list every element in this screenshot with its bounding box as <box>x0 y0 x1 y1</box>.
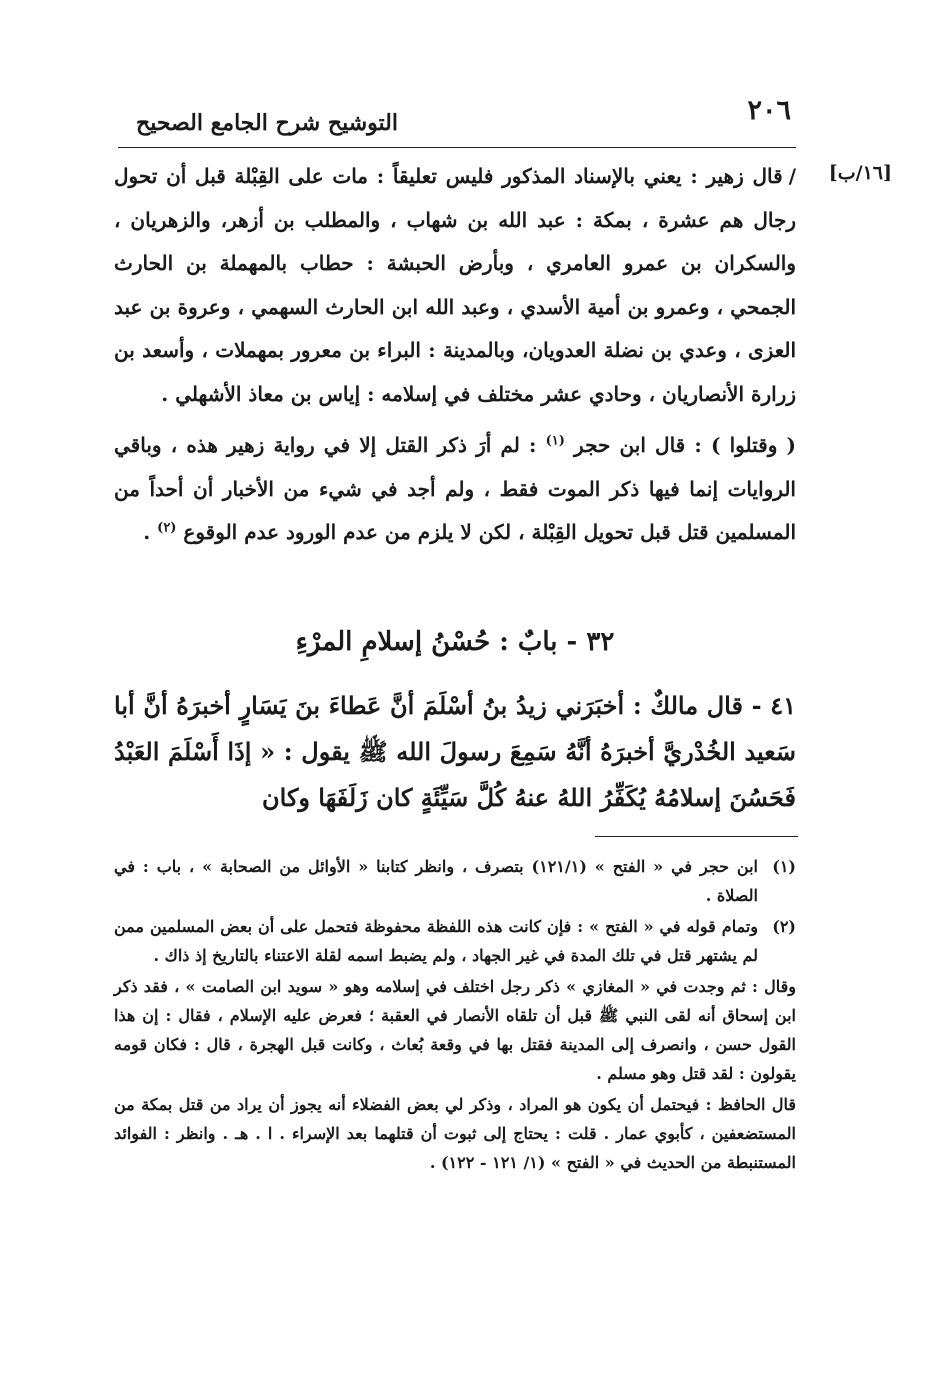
commented-word: ( وقتلوا ) <box>710 433 796 457</box>
footnote-1 <box>114 852 796 912</box>
hadith-text: ٤١ - قال مالكٌ : أخبَرَني زيدُ بنُ أسْلَمَ أنَّ عَطاءَ بنَ يَسَارٍ أخبرَهُ أنَّ أبا سَعيد الخُدْريَّ أخبرَهُ أنَّهُ سَمِعَ رسولَ الله ﷺ يقول : « إذَا أَسْلَمَ العَبْدُ فَحَسُنَ إسلامُهُ يُكَفِّرُ اللهُ عنهُ كُلَّ سَيِّئَةٍ كان زَلَفَهَا وكان <box>114 691 796 812</box>
footnote-text: ابن حجر في « الفتح » (١٢١/١) بتصرف ، وانظر كتابنا « الأوائل من الصحابة » ، باب : في الصلاة . <box>114 857 759 905</box>
running-title: التوشيح شرح الجامع الصحيح <box>136 110 398 136</box>
manuscript-folio-ref: [١٦/ب] <box>828 162 892 184</box>
header-rule <box>118 147 796 148</box>
footnote-number: (١) <box>772 857 796 876</box>
footnote-number: (٢) <box>772 917 796 936</box>
footnote-2-continuation: قال الحافظ : فيحتمل أن يكون هو المراد ، وذكر لي بعض الفضلاء أنه يجوز أن يراد من قتل بمكة من المستضعفين ، كأبوي عمار . قلت : يحتاج إلى ثبوت أن قتلهما بعد الإسراء . ا . هـ . وانظر : الفوائد المستنبطة من الحديث في « الفتح » (١/ ١٢١ - ١٢٢) . <box>114 1095 797 1172</box>
folio-slash: / <box>788 164 796 188</box>
paragraph-deceased-before-qibla <box>114 155 796 416</box>
paragraph-waqutilu <box>114 424 796 555</box>
paragraph-text: : قال ابن حجر <box>564 433 711 457</box>
footnote-text: وتمام قوله في « الفتح » : فإن كانت هذه اللفظة محفوظة فتحمل على أن بعض المسلمين ممن لم يشتهر قتل في تلك المدة في غير الجهاد ، ولم يضبط اسمه لقلة الاعتناء بالتاريخ إذ ذاك . <box>114 917 758 965</box>
footnote-2-continuation: وقال : ثم وجدت في « المغازي » ذكر رجل اختلف في إسلامه وهو « سويد ابن الصامت » ، فقد ذكر ابن إسحاق أنه لقى النبي ﷺ قبل أن تلقاه الأنصار في العقبة ؛ فعرض عليه الإسلام ، فقال : إن هذا القول حسن ، وانصرف إلى المدينة فقتل بها في وقعة بُعاث ، وكانت قبل الهجرة ، قال : فكان قومه يقولون : لقد قتل وهو مسلم . <box>114 977 796 1083</box>
paragraph-text: قال زهير : يعني بالإسناد المذكور فليس تعليقاً : مات على القِبْلة قبل أن تحول رجال هم عشرة ، بمكة : عبد الله بن شهاب ، والمطلب بن أزهر، والزهريان ، والسكران بن عمرو العامري ، وبأرض الحبشة : حطاب بالمهملة بن الحارث الجمحي ، وعمرو بن أمية الأسدي ، وعبد الله ابن الحارث السهمي ، وعروة بن عبد العزى ، وعدي بن نضلة العدويان، وبالمدينة : البراء بن معرور بمهملات ، وأسعد بن زرارة الأنصاريان ، وحادي عشر مختلف في إسلامه : إياس بن معاذ الأشهلي . <box>114 164 796 406</box>
paragraph-text: . <box>143 520 158 544</box>
main-text <box>114 155 796 555</box>
footnote-ref-1[interactable]: (١) <box>545 433 565 449</box>
chapter-heading: ٣٢ - بابٌ : حُسْنُ إسلامِ المرْءِ <box>295 627 615 657</box>
footnotes <box>114 852 796 1179</box>
page-number: ٢٠٦ <box>747 95 791 126</box>
footnote-rule <box>595 836 798 837</box>
footnote-ref-2[interactable]: (٢) <box>157 520 177 536</box>
paragraph-text: : لم أرَ ذكر القتل إلا في رواية زهير هذه ، وباقي الروايات إنما فيها ذكر الموت فقط ، ولم أجد في شيء من الأخبار أن أحداً من المسلمين قتل قبل تحويل القِبْلة ، لكن لا يلزم من عدم الورود عدم الوقوع <box>114 433 796 544</box>
footnote-2 <box>114 912 796 972</box>
